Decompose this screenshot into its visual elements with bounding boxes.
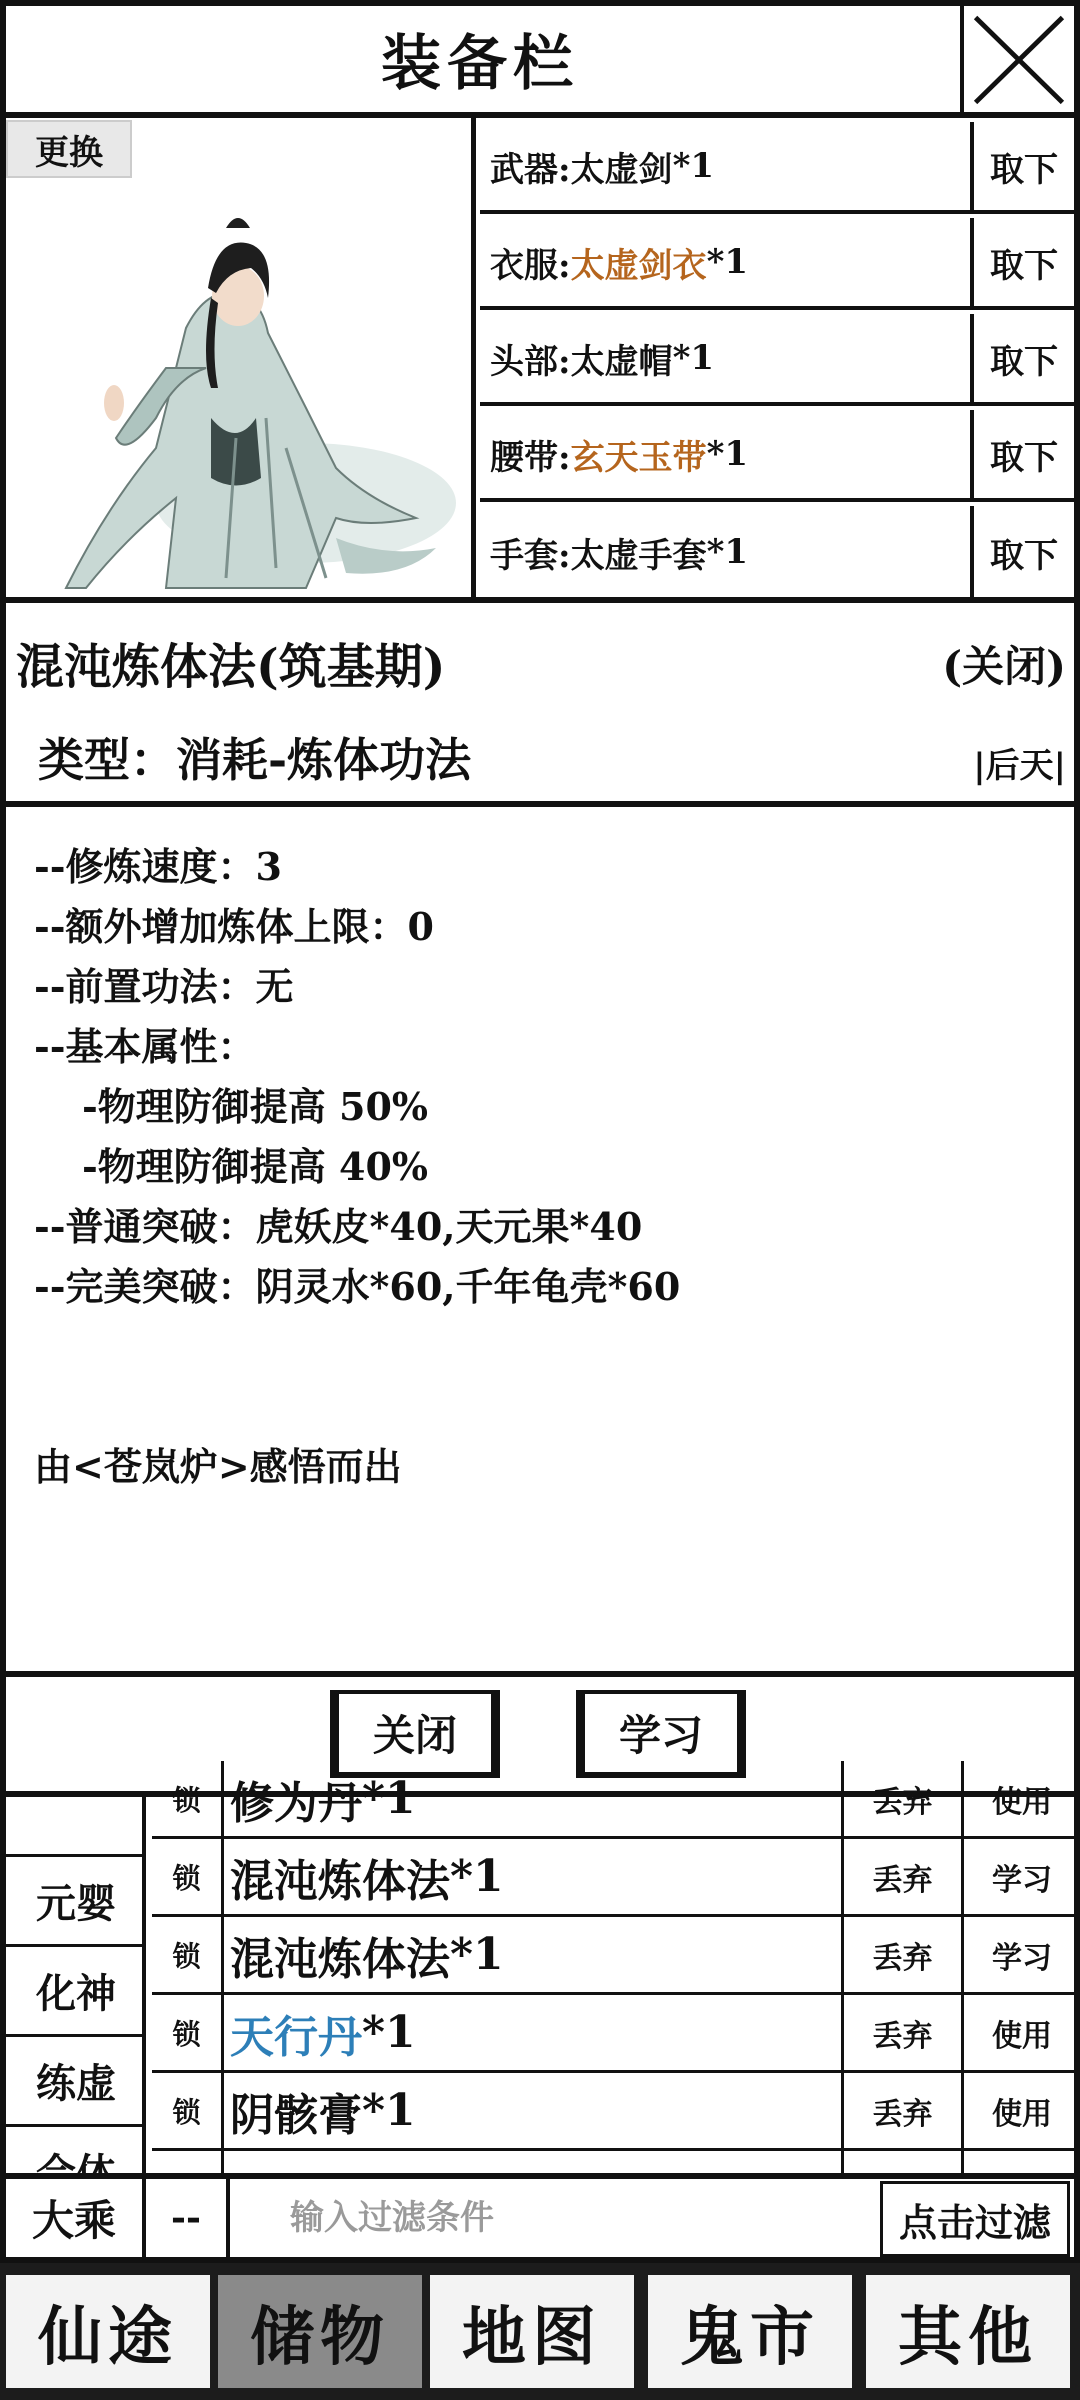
skill-details: [0, 807, 1080, 1677]
list-item[interactable]: [152, 1761, 1080, 1839]
character-portrait: [6, 118, 476, 597]
detail-line: --普通突破：虎妖皮*40,天元果*40: [34, 1204, 643, 1249]
realm-tab-selected[interactable]: 大乘: [6, 2179, 146, 2257]
unequip-button[interactable]: 取下: [990, 245, 1058, 286]
drop-button[interactable]: 丢弃: [844, 1995, 964, 2070]
equip-item-qty: *1: [706, 434, 748, 474]
equip-slot-clothes: [480, 218, 1074, 310]
nav-tab-ghost-market[interactable]: 鬼市: [648, 2275, 852, 2388]
equip-item-name: 太虚手套: [570, 535, 707, 576]
learn-skill-button[interactable]: 学习: [576, 1690, 746, 1778]
use-button[interactable]: 使用: [992, 2096, 1052, 2132]
lock-button[interactable]: 锁: [152, 1761, 224, 1836]
filter-prefix: --: [146, 2179, 230, 2257]
nav-tab-other[interactable]: 其他: [866, 2275, 1070, 2388]
learn-button[interactable]: 学习: [992, 1862, 1052, 1898]
equip-slot-label: 衣服:: [490, 245, 571, 286]
list-item[interactable]: [152, 1995, 1080, 2073]
detail-line: -物理防御提高 40%: [82, 1144, 428, 1189]
nav-tab-storage[interactable]: 储物: [218, 2275, 422, 2388]
list-item[interactable]: [152, 1839, 1080, 1917]
inventory-list[interactable]: [0, 1773, 1080, 2173]
detail-spacer: [34, 1377, 1046, 1437]
realm-tab[interactable]: 练虚: [6, 2037, 146, 2127]
nav-tab-xiantu[interactable]: 仙途: [6, 2275, 210, 2388]
equip-item-qty: *1: [672, 146, 714, 186]
detail-line: --完美突破：阴灵水*60,千年龟壳*60: [34, 1264, 681, 1309]
swap-portrait-button[interactable]: 更换: [6, 120, 132, 178]
realm-tab[interactable]: 元婴: [6, 1857, 146, 1947]
lock-button[interactable]: 锁: [152, 1839, 224, 1914]
skill-type: 类型：消耗-炼体功法: [38, 733, 472, 787]
unequip-button[interactable]: 取下: [990, 341, 1058, 382]
detail-line: --前置功法：无: [34, 964, 294, 1009]
learn-button[interactable]: 学习: [992, 1940, 1052, 1976]
drop-button[interactable]: 丢弃: [844, 1839, 964, 1914]
unequip-button[interactable]: 取下: [990, 535, 1058, 576]
detail-spacer: [34, 1317, 1046, 1377]
equip-slot-text: [480, 506, 974, 598]
filter-button[interactable]: 点击过滤: [880, 2181, 1070, 2257]
detail-line: --修炼速度：3: [34, 844, 282, 889]
page-title: 装备栏: [381, 29, 579, 99]
detail-line: --额外增加炼体上限：0: [34, 904, 434, 949]
close-button[interactable]: [960, 6, 1074, 112]
skill-tier: |后天|: [973, 746, 1066, 786]
realm-tab-spacer: [6, 1767, 146, 1857]
equip-item-qty: *1: [672, 338, 714, 378]
unequip-button[interactable]: 取下: [990, 149, 1058, 190]
equip-slot-head: [480, 314, 1074, 406]
lock-button[interactable]: 锁: [152, 1917, 224, 1992]
close-icon: [964, 6, 1074, 112]
use-button[interactable]: 使用: [992, 2018, 1052, 2054]
equip-slot-label: 腰带:: [490, 437, 571, 478]
drop-button[interactable]: 丢弃: [844, 2073, 964, 2148]
nav-tab-map[interactable]: 地图: [430, 2275, 634, 2388]
lock-button[interactable]: 锁: [152, 2073, 224, 2148]
equip-slot-label: 手套:: [490, 535, 571, 576]
equip-slot-text: [480, 314, 974, 402]
detail-line: --基本属性：: [34, 1024, 256, 1069]
equip-item-name: 玄天玉带: [570, 437, 707, 478]
equip-slot-text: [480, 122, 974, 210]
item-name: 混沌炼体法 *1: [224, 1839, 844, 1914]
equip-slot-weapon: [480, 122, 1074, 214]
skill-origin: 由<苍岚炉>感悟而出: [34, 1444, 402, 1489]
use-button[interactable]: 使用: [992, 1784, 1052, 1820]
equip-item-name: 太虚帽: [570, 341, 673, 382]
realm-tab[interactable]: 化神: [6, 1947, 146, 2037]
equip-slot-gloves: [480, 506, 1074, 598]
item-name: 混沌炼体法 *1: [224, 1917, 844, 1992]
list-item[interactable]: [152, 2073, 1080, 2151]
equip-slot-label: 头部:: [490, 341, 571, 382]
equip-slot-text: [480, 218, 974, 306]
skill-status: (关闭): [942, 642, 1066, 691]
equip-item-name: 太虚剑: [570, 149, 673, 190]
equip-item-name: 太虚剑衣: [570, 245, 707, 286]
filter-input[interactable]: [234, 2179, 868, 2257]
item-name: 天行丹 *1: [224, 1995, 844, 2070]
equip-item-qty: *1: [706, 242, 748, 282]
equip-slot-label: 武器:: [490, 149, 571, 190]
equip-slot-belt: [480, 410, 1074, 502]
detail-line: -物理防御提高 50%: [82, 1084, 428, 1129]
item-name: 修为丹 *1: [224, 1761, 844, 1836]
realm-filter-column: [6, 1797, 146, 2173]
item-name: 阴骸膏 *1: [224, 2073, 844, 2148]
drop-button[interactable]: 丢弃: [844, 1761, 964, 1836]
unequip-button[interactable]: 取下: [990, 437, 1058, 478]
close-skill-button[interactable]: 关闭: [330, 1690, 500, 1778]
list-item[interactable]: [152, 1917, 1080, 1995]
drop-button[interactable]: 丢弃: [844, 1917, 964, 1992]
equip-slot-text: [480, 410, 974, 498]
lock-button[interactable]: 锁: [152, 1995, 224, 2070]
equip-item-qty: *1: [706, 532, 748, 572]
skill-name: 混沌炼体法(筑基期): [16, 639, 446, 695]
